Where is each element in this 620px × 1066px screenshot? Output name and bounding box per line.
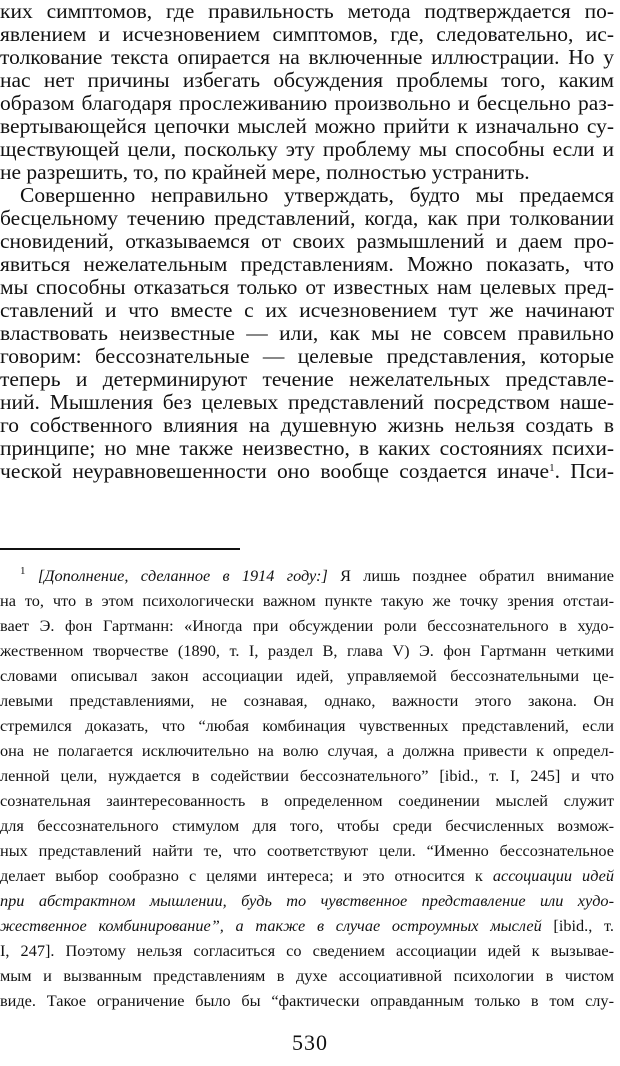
footnote-line: на то, что в этом психологически важном пункте такую же точку зрения отстаи- xyxy=(0,591,614,610)
footnote-line: жественное комбинирование”, а также в случае остроумных мыслей [ibid., т. xyxy=(0,916,614,935)
text-segment: . Пси- xyxy=(554,459,614,483)
text-segment: ческой неуравновешенности оно вообще создается иначе xyxy=(0,459,550,483)
text-line: бесцельному течению представлений, когда, как при толковании xyxy=(0,206,614,230)
text-line xyxy=(0,460,614,483)
footnote-line: жественном творчестве (1890, т. I, раздел B, глава V) Э. фон Гартманн четкими xyxy=(0,641,614,660)
text-line: явиться нежелательным представлениям. Можно показать, что xyxy=(0,252,614,276)
text-line: властвовать неизвестные — или, как мы не совсем правильно xyxy=(0,321,614,345)
footnote-addition-note: [Дополнение, сделанное в 1914 году:] xyxy=(37,566,328,585)
footnote-divider xyxy=(0,548,240,550)
text-line: не разрешить, то, по крайней мере, полностью устранить. xyxy=(0,160,530,184)
footnote-line: $^1$ [Дополнение, сделанное в 1914 году:] Я лишь позднее обратил внимание xyxy=(20,565,614,585)
text-line: сновидений, отказываемся от своих размышлений и даем про- xyxy=(0,229,614,253)
footnote-line: мым и вызванным представлениям в духе ассоциативной психологии в чистом xyxy=(0,966,614,985)
footnote-line: виде. Такое ограничение было бы “фактически оправданным только в том слу- xyxy=(0,991,614,1010)
footnote-reference[interactable]: 1 xyxy=(549,462,555,474)
text-line: ний. Мышления без целевых представлений посредством наше- xyxy=(0,390,614,414)
text-line: образом благодаря прослеживанию произвольно и бесцельно раз- xyxy=(0,91,614,115)
text-line: ставлений и что вместе с их исчезновением тут же начинают xyxy=(0,298,614,322)
text-line: Совершенно неправильно утверждать, будто мы предаемся xyxy=(20,183,614,207)
text-line: принципе; но мне также неизвестно, в каких состояниях психи- xyxy=(0,436,614,460)
footnote-line: стремился доказать, что “любая комбинация чувственных представлений, если xyxy=(0,716,614,735)
text-line: явлением и исчезновением симптомов, где, следовательно, ис- xyxy=(0,22,614,46)
page-number: 530 xyxy=(292,1030,328,1055)
footnote-line: словами описывал закон ассоциации идей, управляемой бессознательными це- xyxy=(0,666,614,685)
footnote-line: I, 247]. Поэтому нельзя согласиться со сведением ассоциации идей к вызывае- xyxy=(0,941,614,960)
text-line: теперь и детерминируют течение нежелательных представле- xyxy=(0,367,614,391)
text-line: толкование текста опирается на включенные иллюстрации. Но у xyxy=(0,45,614,69)
footnote-line: ленной цели, нуждается в содействии бессознательного” [ibid., т. I, 245] и что xyxy=(0,766,614,785)
text-line: нас нет причины избегать обсуждения проблемы того, каким xyxy=(0,68,614,92)
footnote-number: 1 xyxy=(20,565,26,577)
footnote-line: вает Э. фон Гартманн: «Иногда при обсуждении роли бессознательного в худо- xyxy=(0,616,614,635)
footnote-line: при абстрактном мышлении, будь то чувственное представление или худо- xyxy=(0,891,614,910)
text-line: говорим: бессознательные — целевые представления, которые xyxy=(0,344,614,368)
footnote-line: делает выбор сообразно с целями интереса; и это относится к ассоциации идей xyxy=(0,866,614,885)
footnote-line: для бессознательного стимулом для того, чтобы среди бесчисленных возмож- xyxy=(0,816,614,835)
footnote-line: сознательная заинтересованность в определенном соединении мыслей служит xyxy=(0,791,614,810)
footnote-line: ных представлений найти те, что соответствуют цели. “Именно бессознательное xyxy=(0,841,614,860)
footnote-line: она не полагается исключительно на волю случая, а должна привести к определ- xyxy=(0,741,614,760)
text-line: го собственного влияния на душевную жизнь нельзя создать в xyxy=(0,413,614,437)
text-line: ких симптомов, где правильность метода подтверждается по- xyxy=(0,0,614,23)
footnote-line: левыми представлениями, не сознавая, однако, важности этого закона. Он xyxy=(0,691,614,710)
text-line: ществующей цели, поскольку эту проблему мы способны если и xyxy=(0,137,614,161)
text-line: мы способны отказаться только от известных нам целевых пред- xyxy=(0,275,614,299)
text-line: вертывающейся цепочки мыслей можно прийти к изначально су- xyxy=(0,114,614,138)
